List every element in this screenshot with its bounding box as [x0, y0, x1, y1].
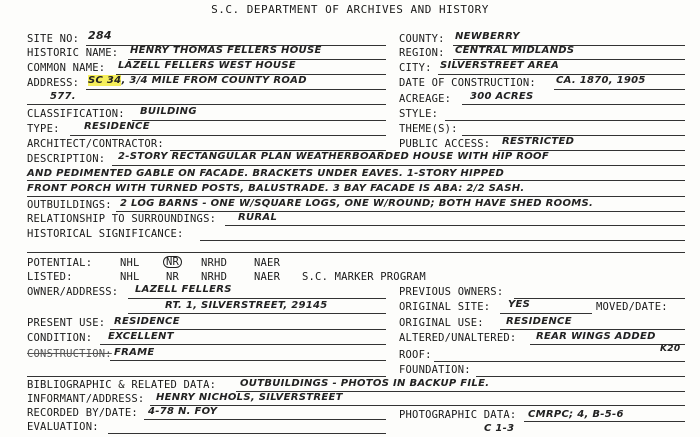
description-line3: FRONT PORCH WITH TURNED POSTS, BALUSTRADE. 3 BAY FACADE IS ABA: 2/2 SASH.: [27, 183, 525, 194]
potential-nrhd: NRHD: [201, 257, 228, 269]
description-rule3: [27, 196, 685, 197]
classification-label: CLASSIFICATION:: [27, 108, 125, 120]
historic-name-label: HISTORIC NAME:: [27, 47, 119, 59]
listed-naer: NAER: [254, 271, 281, 283]
original-use-value: RESIDENCE: [506, 316, 572, 327]
evaluation-line: [108, 433, 386, 434]
foundation-label: FOUNDATION:: [399, 364, 471, 376]
classification-value: BUILDING: [140, 106, 197, 117]
significance-line1: [200, 240, 685, 241]
informant-label: INFORMANT/ADDRESS:: [27, 393, 145, 405]
informant-value: HENRY NICHOLS, SILVERSTREET: [156, 392, 343, 403]
recorded-label: RECORDED BY/DATE:: [27, 407, 138, 419]
previous-owners-label: PREVIOUS OWNERS:: [399, 286, 504, 298]
informant-line: [150, 405, 685, 406]
address-highlight: SC 34: [88, 75, 122, 86]
relationship-line: [225, 225, 685, 226]
original-use-label: ORIGINAL USE:: [399, 317, 484, 329]
public-access-label: PUBLIC ACCESS:: [399, 138, 491, 150]
region-label: REGION:: [399, 47, 445, 59]
type-line: [70, 135, 386, 136]
recorded-line: [144, 419, 386, 420]
condition-label: CONDITION:: [27, 332, 93, 344]
address-value: [88, 75, 307, 87]
listed-nrhd: NRHD: [201, 271, 228, 283]
owner-line2: [128, 313, 386, 314]
owner-line1: [128, 298, 386, 299]
listed-label: LISTED:: [27, 271, 73, 283]
potential-nr: [163, 256, 182, 268]
acreage-label: ACREAGE:: [399, 93, 452, 105]
foundation-line: [476, 376, 685, 377]
potential-nr-circled: NR: [163, 256, 182, 268]
description-rule2: [27, 180, 685, 181]
style-label: STYLE:: [399, 108, 439, 120]
county-value: NEWBERRY: [455, 31, 520, 42]
date-line: [554, 89, 685, 90]
biblio-value: OUTBUILDINGS - PHOTOS IN BACKUP FILE.: [240, 378, 490, 389]
owner-line2-value: RT. 1, SILVERSTREET, 29145: [165, 300, 328, 311]
public-access-value: RESTRICTED: [502, 136, 575, 147]
description-line2: AND PEDIMENTED GABLE ON FACADE. BRACKETS UNDER EAVES. 1-STORY HIPPED: [27, 168, 505, 179]
roof-label: ROOF:: [399, 349, 432, 361]
county-label: COUNTY:: [399, 33, 445, 45]
construction-line2: [27, 376, 386, 377]
owner-label: OWNER/ADDRESS:: [27, 286, 119, 298]
region-value: CENTRAL MIDLANDS: [455, 45, 575, 56]
construction-value: FRAME: [114, 347, 155, 358]
date-label: DATE OF CONSTRUCTION:: [399, 77, 536, 89]
acreage-value: 300 ACRES: [470, 91, 534, 102]
photo-value-line2: C 1-3: [484, 423, 515, 434]
site-no-label: SITE NO:: [27, 33, 80, 45]
potential-label: POTENTIAL:: [27, 257, 93, 269]
architect-label: ARCHITECT/CONTRACTOR:: [27, 138, 164, 150]
construction-label: CONSTRUCTION:: [27, 348, 112, 360]
common-name-label: COMMON NAME:: [27, 62, 106, 74]
description-rule1: [112, 165, 685, 166]
present-use-line: [110, 329, 386, 330]
type-label: TYPE:: [27, 123, 60, 135]
original-site-value: YES: [508, 299, 531, 310]
description-line1: 2-STORY RECTANGULAR PLAN WEATHERBOARDED HOUSE WITH HIP ROOF: [118, 151, 549, 162]
original-site-label: ORIGINAL SITE:: [399, 301, 491, 313]
evaluation-label: EVALUATION:: [27, 421, 99, 433]
present-use-label: PRESENT USE:: [27, 317, 106, 329]
relationship-label: RELATIONSHIP TO SURROUNDINGS:: [27, 213, 217, 225]
type-value: RESIDENCE: [84, 121, 150, 132]
address-line: [86, 89, 386, 90]
present-use-value: RESIDENCE: [114, 316, 180, 327]
historic-name-value: HENRY THOMAS FELLERS HOUSE: [130, 45, 322, 56]
marker-program-label: S.C. MARKER PROGRAM: [302, 271, 426, 283]
previous-owners-line: [514, 298, 685, 299]
photo-value: CMRPC; 4, B-5-6: [528, 409, 624, 420]
city-label: CITY:: [399, 62, 432, 74]
potential-naer: NAER: [254, 257, 281, 269]
significance-label: HISTORICAL SIGNIFICANCE:: [27, 228, 184, 240]
acreage-line: [462, 104, 685, 105]
moved-label: MOVED/DATE:: [596, 301, 668, 313]
classification-line: [132, 120, 386, 121]
common-name-value: LAZELL FELLERS WEST HOUSE: [118, 60, 296, 71]
outbuildings-line: [116, 211, 685, 212]
original-use-line: [500, 329, 685, 330]
original-site-line: [500, 313, 592, 314]
roof-line: [434, 361, 685, 362]
listed-nhl: NHL: [120, 271, 140, 283]
biblio-label: BIBLIOGRAPHIC & RELATED DATA:: [27, 379, 217, 391]
themes-label: THEME(S):: [399, 123, 458, 135]
recorded-value: 4-78 N. FOY: [148, 406, 218, 417]
address-line2: [27, 104, 386, 105]
address-value-rest: , 3/4 MILE FROM COUNTY ROAD: [121, 75, 307, 86]
significance-line2: [27, 252, 685, 253]
altered-label: ALTERED/UNALTERED:: [399, 332, 517, 344]
relationship-value: RURAL: [238, 212, 278, 223]
address-label: ADDRESS:: [27, 77, 80, 89]
altered-value: REAR WINGS ADDED: [536, 331, 656, 342]
construction-line: [110, 360, 386, 361]
date-value: CA. 1870, 1905: [556, 75, 646, 86]
outbuildings-value: 2 LOG BARNS - ONE W/SQUARE LOGS, ONE W/ROUND; BOTH HAVE SHED ROOMS.: [120, 198, 594, 209]
condition-value: EXCELLENT: [108, 331, 174, 342]
owner-line1-value: LAZELL FELLERS: [135, 284, 232, 295]
listed-nr: NR: [166, 271, 180, 283]
page-title: S.C. DEPARTMENT OF ARCHIVES AND HISTORY: [211, 3, 489, 16]
outbuildings-label: OUTBUILDINGS:: [27, 199, 112, 211]
description-label: DESCRIPTION:: [27, 153, 106, 165]
altered-note: K20: [660, 344, 681, 354]
photo-label: PHOTOGRAPHIC DATA:: [399, 409, 517, 421]
address-line2-value: 577.: [50, 91, 76, 102]
potential-nhl: NHL: [120, 257, 140, 269]
site-no-value: 284: [88, 29, 112, 42]
photo-line: [524, 421, 685, 422]
city-value: SILVERSTREET AREA: [440, 60, 559, 71]
style-line: [445, 120, 685, 121]
condition-line: [100, 344, 386, 345]
